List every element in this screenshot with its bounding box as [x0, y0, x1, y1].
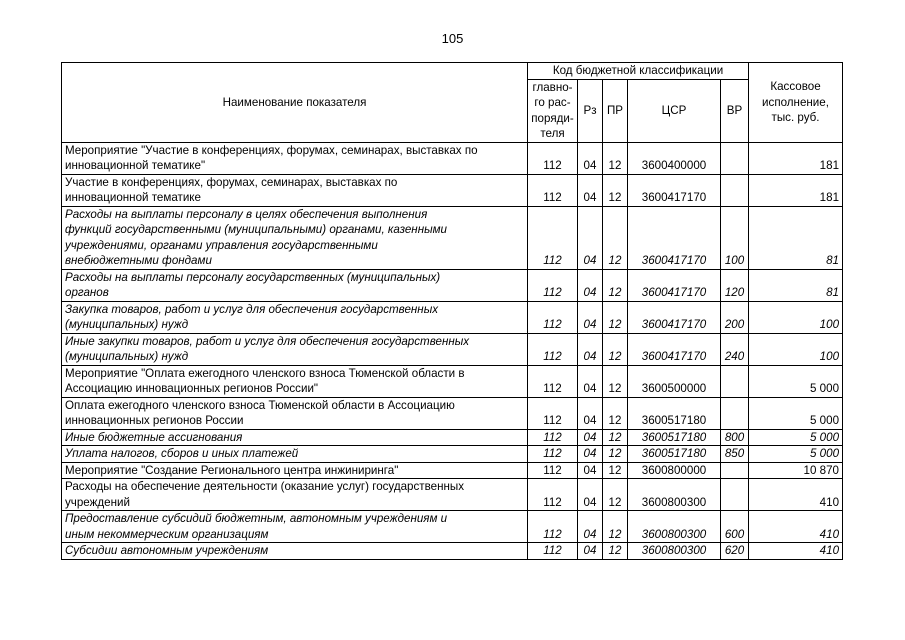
- row-rz: 04: [578, 333, 603, 365]
- table-row: [62, 429, 843, 446]
- row-amount: 100: [749, 333, 843, 365]
- row-pr: 12: [603, 429, 628, 446]
- row-csr: 3600417170: [628, 269, 721, 301]
- header-code-group: Код бюджетной классификации: [528, 63, 749, 80]
- row-glavn: 112: [528, 206, 578, 269]
- row-glavn: 112: [528, 397, 578, 429]
- table-row: [62, 397, 843, 429]
- row-glavn: 112: [528, 543, 578, 560]
- row-vr: [721, 365, 749, 397]
- row-glavn: 112: [528, 446, 578, 463]
- row-glavn: 112: [528, 429, 578, 446]
- row-pr: 12: [603, 446, 628, 463]
- row-vr: 850: [721, 446, 749, 463]
- row-glavn: 112: [528, 269, 578, 301]
- row-csr: 3600517180: [628, 446, 721, 463]
- row-vr: 100: [721, 206, 749, 269]
- row-rz: 04: [578, 446, 603, 463]
- row-name: Предоставление субсидий бюджетным, автономным учреждениям и иным некоммерческим организациям: [62, 511, 528, 543]
- header-rz: Рз: [578, 79, 603, 142]
- row-amount: 181: [749, 142, 843, 174]
- row-amount: 181: [749, 174, 843, 206]
- row-vr: [721, 397, 749, 429]
- row-vr: [721, 174, 749, 206]
- row-name: Расходы на обеспечение деятельности (оказание услуг) государственных учреждений: [62, 479, 528, 511]
- row-glavn: 112: [528, 142, 578, 174]
- table-row: [62, 174, 843, 206]
- row-csr: 3600417170: [628, 206, 721, 269]
- row-name: Закупка товаров, работ и услуг для обеспечения государственных (муниципальных) нужд: [62, 301, 528, 333]
- table-row: [62, 142, 843, 174]
- row-rz: 04: [578, 543, 603, 560]
- row-pr: 12: [603, 206, 628, 269]
- header-vr: ВР: [721, 79, 749, 142]
- row-amount: 410: [749, 543, 843, 560]
- table-row: [62, 479, 843, 511]
- row-csr: 3600800300: [628, 511, 721, 543]
- row-rz: 04: [578, 142, 603, 174]
- row-pr: 12: [603, 269, 628, 301]
- row-rz: 04: [578, 174, 603, 206]
- row-rz: 04: [578, 206, 603, 269]
- header-pr: ПР: [603, 79, 628, 142]
- row-glavn: 112: [528, 174, 578, 206]
- row-csr: 3600417170: [628, 174, 721, 206]
- row-glavn: 112: [528, 462, 578, 479]
- row-vr: 200: [721, 301, 749, 333]
- table-row: [62, 269, 843, 301]
- header-name: Наименование показателя: [62, 63, 528, 143]
- row-csr: 3600500000: [628, 365, 721, 397]
- row-amount: 81: [749, 269, 843, 301]
- row-csr: 3600417170: [628, 333, 721, 365]
- row-vr: 240: [721, 333, 749, 365]
- row-pr: 12: [603, 142, 628, 174]
- row-rz: 04: [578, 397, 603, 429]
- table-row: [62, 206, 843, 269]
- row-pr: 12: [603, 365, 628, 397]
- row-csr: 3600800300: [628, 543, 721, 560]
- row-glavn: 112: [528, 365, 578, 397]
- row-vr: 600: [721, 511, 749, 543]
- row-vr: 800: [721, 429, 749, 446]
- row-pr: 12: [603, 462, 628, 479]
- row-vr: [721, 142, 749, 174]
- row-pr: 12: [603, 301, 628, 333]
- table-row: [62, 333, 843, 365]
- row-vr: [721, 479, 749, 511]
- row-name: Мероприятие "Участие в конференциях, форумах, семинарах, выставках по инновационной тематике": [62, 142, 528, 174]
- row-rz: 04: [578, 479, 603, 511]
- row-pr: 12: [603, 174, 628, 206]
- table-row: [62, 462, 843, 479]
- row-name: Оплата ежегодного членского взноса Тюменской области в Ассоциацию инновационных регионов России: [62, 397, 528, 429]
- row-csr: 3600800000: [628, 462, 721, 479]
- row-glavn: 112: [528, 301, 578, 333]
- row-name: Расходы на выплаты персоналу государственных (муниципальных) органов: [62, 269, 528, 301]
- table-row: [62, 543, 843, 560]
- row-name: Мероприятие "Создание Регионального центра инжиниринга": [62, 462, 528, 479]
- table-row: [62, 511, 843, 543]
- row-amount: 10 870: [749, 462, 843, 479]
- row-name: Расходы на выплаты персоналу в целях обеспечения выполнения функций государственными (муниципальными) органами, казенными учреждениями, органами управления государственными внебюджетными фондами: [62, 206, 528, 269]
- row-csr: 3600517180: [628, 397, 721, 429]
- table-row: [62, 446, 843, 463]
- row-csr: 3600400000: [628, 142, 721, 174]
- row-glavn: 112: [528, 479, 578, 511]
- row-pr: 12: [603, 333, 628, 365]
- budget-execution-table: [61, 62, 843, 560]
- row-vr: 120: [721, 269, 749, 301]
- row-name: Иные закупки товаров, работ и услуг для обеспечения государственных (муниципальных) нужд: [62, 333, 528, 365]
- row-csr: 3600517180: [628, 429, 721, 446]
- row-vr: 620: [721, 543, 749, 560]
- row-rz: 04: [578, 269, 603, 301]
- page-number: 105: [441, 31, 464, 46]
- row-rz: 04: [578, 429, 603, 446]
- row-rz: 04: [578, 301, 603, 333]
- table-body: [62, 142, 843, 559]
- table-row: [62, 365, 843, 397]
- row-rz: 04: [578, 511, 603, 543]
- row-rz: 04: [578, 462, 603, 479]
- header-glavn: главно- го рас- поряди- теля: [528, 79, 578, 142]
- row-pr: 12: [603, 479, 628, 511]
- row-vr: [721, 462, 749, 479]
- row-name: Иные бюджетные ассигнования: [62, 429, 528, 446]
- row-amount: 5 000: [749, 397, 843, 429]
- row-name: Мероприятие "Оплата ежегодного членского взноса Тюменской области в Ассоциацию инновационных регионов России": [62, 365, 528, 397]
- row-amount: 81: [749, 206, 843, 269]
- row-amount: 5 000: [749, 446, 843, 463]
- row-amount: 5 000: [749, 365, 843, 397]
- header-csr: ЦСР: [628, 79, 721, 142]
- row-amount: 410: [749, 511, 843, 543]
- row-amount: 100: [749, 301, 843, 333]
- row-name: Субсидии автономным учреждениям: [62, 543, 528, 560]
- row-amount: 410: [749, 479, 843, 511]
- header-amount: Кассовое исполнение, тыс. руб.: [749, 63, 843, 143]
- table-row: [62, 301, 843, 333]
- row-pr: 12: [603, 511, 628, 543]
- row-pr: 12: [603, 397, 628, 429]
- row-glavn: 112: [528, 511, 578, 543]
- row-csr: 3600417170: [628, 301, 721, 333]
- row-pr: 12: [603, 543, 628, 560]
- row-csr: 3600800300: [628, 479, 721, 511]
- row-glavn: 112: [528, 333, 578, 365]
- row-rz: 04: [578, 365, 603, 397]
- row-name: Участие в конференциях, форумах, семинарах, выставках по инновационной тематике: [62, 174, 528, 206]
- row-name: Уплата налогов, сборов и иных платежей: [62, 446, 528, 463]
- row-amount: 5 000: [749, 429, 843, 446]
